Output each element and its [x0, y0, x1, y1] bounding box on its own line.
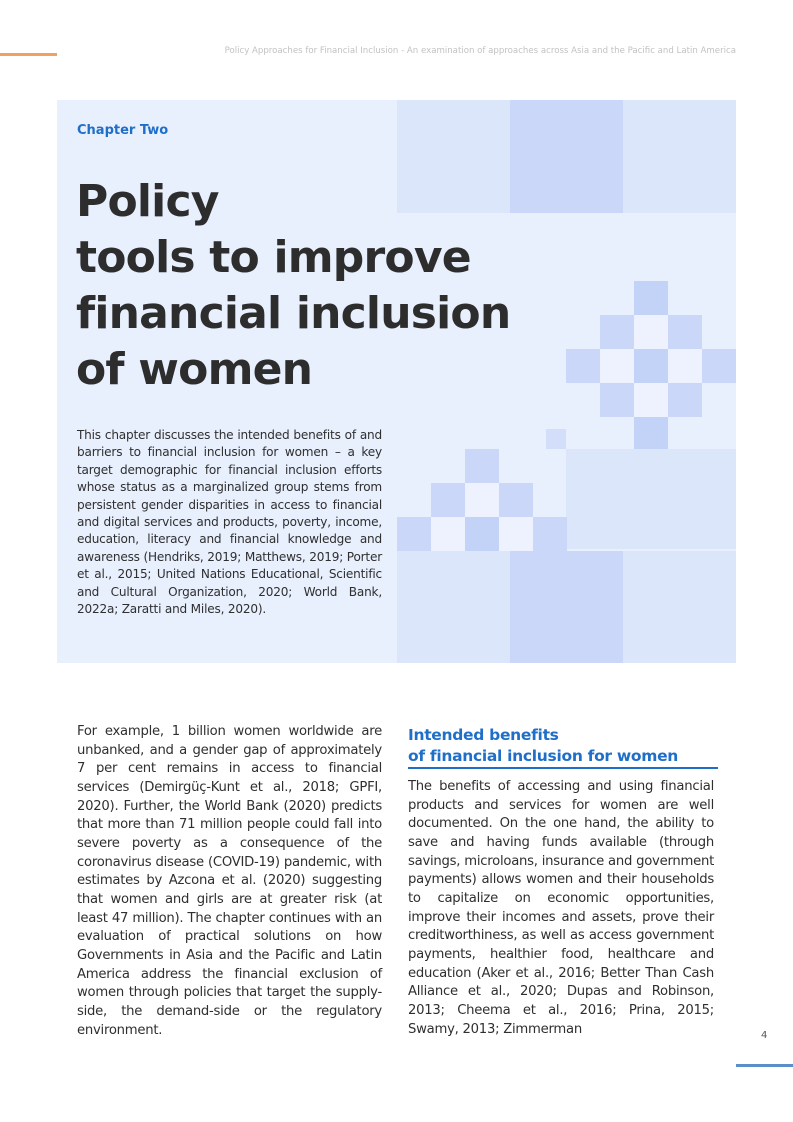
chapter-hero-panel [57, 100, 736, 663]
chapter-intro: This chapter discusses the intended benefits of and barriers to financial inclusion for women – a key target demographic for financial inclusion efforts whose status as a marginalized group stems from persistent gender disparities in access to financial and digital services and products, poverty, income, education, literacy and financial knowledge and awareness (Hendriks, 2019; Matthews, 2019; Porter et al., 2015; United Nations Educational, Scientific and Cultural Organization, 2020; World Bank, 2022a; Zaratti and Miles, 2020). [77, 428, 382, 617]
chapter-title [76, 174, 596, 398]
top-accent-bar [0, 53, 57, 56]
title-line: financial inclusion [76, 288, 511, 339]
section-heading-line: Intended benefits [408, 726, 559, 744]
section-heading-line: of financial inclusion for women [408, 747, 679, 765]
body-right-column: The benefits of accessing and using financial products and services for women are well documented. On the one hand, the ability to save and having funds available (through savings, microloans, insurance and government payments) allows women and their households to capitalize on economic opportunities, improve their incomes and assets, prove their creditworthiness, as well as access government payments, healthier food, healthcare and education (Aker et al., 2016; Better Than Cash Alliance et al., 2020; Dupas and Robinson, 2013; Cheema et al., 2016; Prina, 2015; Swamy, 2013; Zimmerman [408, 779, 714, 1037]
running-header: Policy Approaches for Financial Inclusion - An examination of approaches across Asia and the Pacific and Latin America [224, 46, 736, 56]
page-number: 4 [761, 1030, 768, 1041]
section-heading-underline [408, 767, 718, 769]
chapter-label: Chapter Two [77, 123, 169, 138]
title-line: of women [76, 344, 313, 395]
bottom-accent-bar [736, 1064, 793, 1067]
section-heading [408, 725, 714, 767]
title-line: tools to improve [76, 232, 471, 283]
title-line: Policy [76, 176, 219, 227]
body-left-column: For example, 1 billion women worldwide are unbanked, and a gender gap of approximately 7 per cent remains in access to financial services (Demirgüç-Kunt et al., 2018; GPFI, 2020). Further, the World Bank (2020) predicts that more than 71 million people could fall into severe poverty as a consequence of the coronavirus disease (COVID-19) pandemic, with estimates by Azcona et al. (2020) suggesting that women and girls are at greater risk (at least 47 million). The chapter continues with an evaluation of practical solutions on how Governments in Asia and the Pacific and Latin America address the financial exclusion of women through policies that target the supply-side, the demand-side or the regulatory environment. [77, 724, 382, 1038]
